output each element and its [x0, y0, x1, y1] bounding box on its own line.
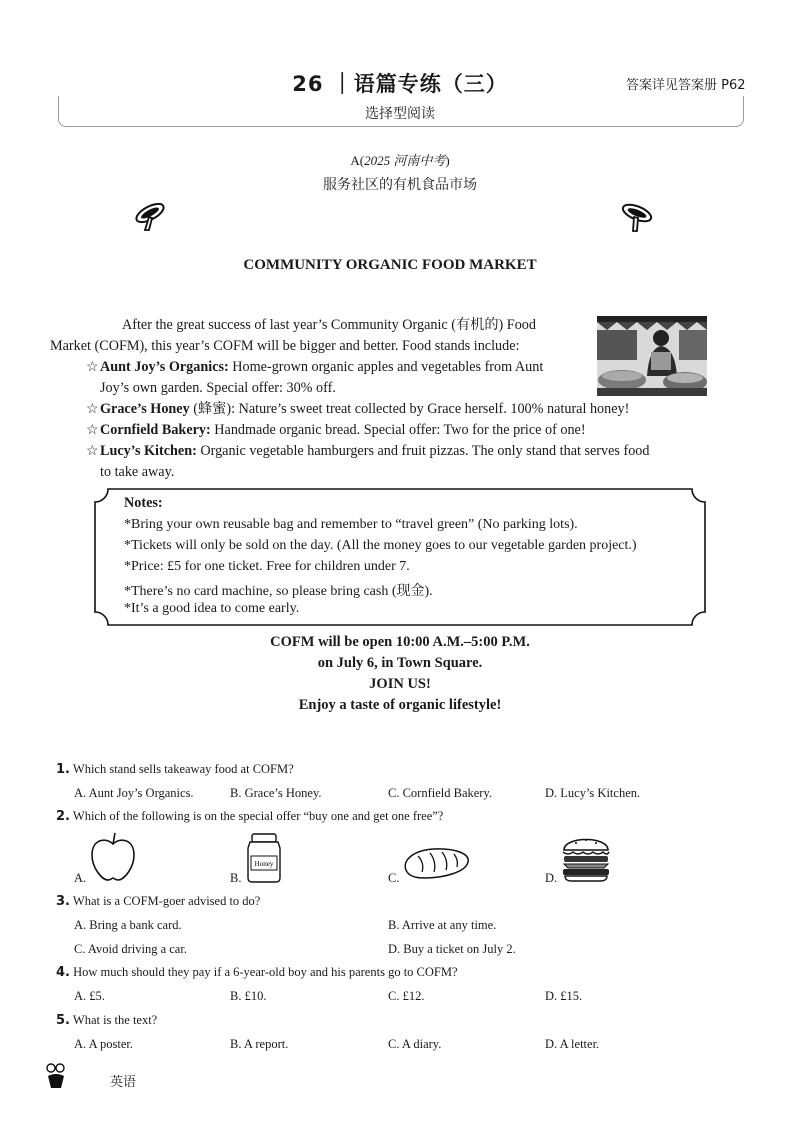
option-4b[interactable]: B. £10. [230, 989, 267, 1003]
apple-icon[interactable] [88, 830, 138, 882]
option-3c[interactable]: C. Avoid driving a car. [74, 942, 187, 956]
passage-source: A(2025 河南中考) [350, 153, 450, 168]
option-5b[interactable]: B. A report. [230, 1037, 289, 1051]
question-number: 2. [56, 809, 70, 824]
intro-line: Market (COFM), this year’s COFM will be bigger and better. Food stands include: [50, 338, 520, 354]
note-item: *There’s no card machine, so please bring cash (现金). [124, 584, 433, 599]
stand-lucy-kitchen [86, 441, 696, 483]
question-text: What is the text? [72, 1013, 158, 1027]
option-5c[interactable]: C. A diary. [388, 1037, 442, 1051]
stand-name: Cornfield Bakery: [100, 422, 211, 438]
question-text: Which stand sells takeaway food at COFM? [72, 762, 294, 776]
question-1 [56, 762, 294, 777]
stand-name: Aunt Joy’s Organics: [100, 359, 229, 375]
stand-name-suffix: (蜂蜜): [189, 401, 236, 417]
stand-name: Grace’s Honey [100, 401, 190, 417]
closing-line: COFM will be open 10:00 A.M.–5:00 P.M. [270, 634, 530, 650]
option-4c[interactable]: C. £12. [388, 989, 425, 1003]
option-3b[interactable]: B. Arrive at any time. [388, 918, 497, 932]
mushroom-icon [620, 202, 656, 234]
section-subtitle: 选择型阅读 [365, 106, 435, 122]
stand-grace-honey [86, 399, 696, 420]
passage-label: A [350, 153, 360, 168]
note-item: *It’s a good idea to come early. [124, 601, 300, 616]
option-2c-label[interactable]: C. [388, 871, 400, 885]
footer-logo-icon [44, 1062, 68, 1090]
option-2a-label[interactable]: A. [74, 871, 87, 885]
question-text: What is a COFM-goer advised to do? [72, 894, 261, 908]
question-number: 5. [56, 1013, 70, 1028]
stand-desc: to take away. [100, 464, 175, 480]
jar-label: Honey [254, 860, 274, 868]
intro-line: After the great success of last year’s Community Organic (有机的) Food [122, 317, 536, 333]
note-item: *Bring your own reusable bag and remember to “travel green” (No parking lots). [124, 517, 578, 532]
option-3a[interactable]: A. Bring a bank card. [74, 918, 182, 932]
stand-aunt-joy [86, 357, 696, 399]
honey-jar-icon[interactable] [244, 832, 284, 884]
option-1b[interactable]: B. Grace’s Honey. [230, 786, 322, 800]
option-3d[interactable]: D. Buy a ticket on July 2. [388, 942, 516, 956]
footer-subject: 英语 [110, 1075, 137, 1090]
mushroom-icon [132, 202, 166, 234]
option-4d[interactable]: D. £15. [545, 989, 583, 1003]
notes-title: Notes: [124, 495, 163, 511]
passage-title: COMMUNITY ORGANIC FOOD MARKET [243, 257, 537, 273]
stand-desc: Home-grown organic apples and vegetables from Aunt [232, 359, 544, 375]
stand-name: Lucy’s Kitchen: [100, 443, 197, 459]
answer-reference: 答案详见答案册 P62 [626, 78, 746, 93]
stand-desc: Handmade organic bread. Special offer: Two for the price of one! [214, 422, 586, 438]
passage-cn-title: 服务社区的有机食品市场 [323, 177, 477, 193]
hamburger-icon[interactable] [560, 830, 612, 882]
star-icon: ☆ [86, 359, 99, 375]
option-5a[interactable]: A. A poster. [74, 1037, 134, 1051]
option-1d[interactable]: D. Lucy’s Kitchen. [545, 786, 641, 800]
question-3 [56, 894, 260, 909]
stand-cornfield-bakery [86, 420, 696, 441]
question-5 [56, 1013, 157, 1028]
question-4 [56, 965, 458, 980]
option-5d[interactable]: D. A letter. [545, 1037, 600, 1051]
star-icon: ☆ [86, 401, 99, 417]
closing-line: on July 6, in Town Square. [317, 655, 483, 671]
option-2d-label[interactable]: D. [545, 871, 558, 885]
option-1a[interactable]: A. Aunt Joy’s Organics. [74, 786, 194, 800]
star-icon: ☆ [86, 422, 99, 438]
closing-line: JOIN US! [369, 676, 431, 692]
stand-desc: Organic vegetable hamburgers and fruit pizzas. The only stand that serves food [200, 443, 650, 459]
question-number: 3. [56, 894, 70, 909]
question-text: Which of the following is on the special offer “buy one and get one free”? [72, 809, 444, 823]
option-2b-label[interactable]: B. [230, 871, 242, 885]
intro-paragraph [50, 315, 586, 357]
note-item: *Price: £5 for one ticket. Free for children under 7. [124, 559, 410, 574]
page-title: 26 ｜语篇专练（三） [292, 72, 508, 96]
stand-desc: Joy’s own garden. Special offer: 30% off. [100, 380, 336, 396]
option-4a[interactable]: A. £5. [74, 989, 105, 1003]
question-number: 4. [56, 965, 70, 980]
question-text: How much should they pay if a 6-year-old boy and his parents go to COFM? [73, 965, 458, 979]
bread-icon[interactable] [400, 846, 472, 880]
star-icon: ☆ [86, 443, 99, 459]
source-text: 2025 河南中考 [364, 153, 446, 168]
stand-desc: Nature’s sweet treat collected by Grace herself. 100% natural honey! [238, 401, 630, 417]
question-2 [56, 809, 443, 824]
question-number: 1. [56, 762, 70, 777]
closing-line: Enjoy a taste of organic lifestyle! [298, 697, 502, 713]
note-item: *Tickets will only be sold on the day. (All the money goes to our vegetable garden project.) [124, 538, 637, 553]
option-1c[interactable]: C. Cornfield Bakery. [388, 786, 493, 800]
